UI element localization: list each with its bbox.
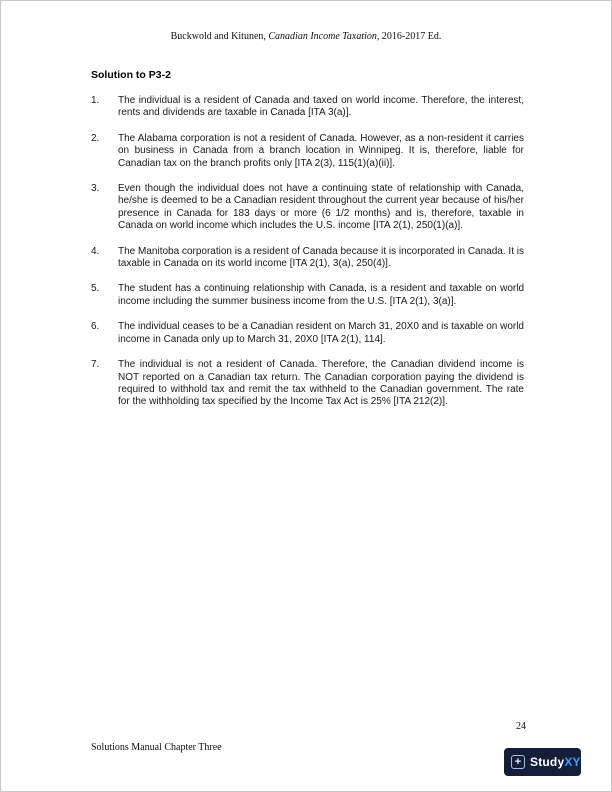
item-number: 6. — [91, 321, 100, 333]
item-number: 2. — [91, 132, 100, 144]
item-text: The individual is a resident of Canada and taxed on world income. Therefore, the interest, rents and dividends are taxable in Canada [ITA 3(a)]. — [118, 95, 524, 119]
list-item — [91, 283, 524, 308]
header-edition: 2016-2017 Ed. — [379, 31, 442, 42]
page-number: 24 — [516, 721, 526, 732]
item-text: The student has a continuing relationship with Canada, is a resident and taxable on world income including the summer business income from the U.S. [ITA 2(1), 3(a)]. — [118, 283, 524, 307]
list-item — [91, 183, 524, 233]
list-item — [91, 246, 524, 271]
list-item — [91, 133, 524, 170]
item-number: 5. — [91, 283, 100, 295]
header-book-title: Canadian Income Taxation, — [268, 31, 380, 42]
logo-xy-text: XY — [564, 755, 581, 769]
running-header — [1, 31, 611, 42]
item-number: 1. — [91, 95, 100, 106]
logo-study-text: Study — [530, 755, 565, 769]
item-number: 4. — [91, 245, 100, 257]
item-number: 7. — [91, 359, 100, 371]
solution-list — [91, 95, 524, 422]
header-authors: Buckwold and Kitunen, — [170, 31, 269, 42]
plus-icon — [511, 755, 525, 769]
studyxy-logo — [504, 748, 581, 776]
item-number: 3. — [91, 183, 100, 195]
list-item — [91, 321, 524, 346]
item-text: Even though the individual does not have a continuing state of relationship with Canada, he/she is deemed to be a Canadian resident throughout the current year because of his/her presence in Canada for 183 days or more (6 1/2 months) and is, therefore, taxable in Canada on world income which includes the U.S. income [ITA 2(1), 250(1)(a)]. — [118, 183, 524, 232]
list-item — [91, 95, 524, 120]
item-text: The individual ceases to be a Canadian resident on March 31, 20X0 and is taxable on world income in Canada only up to March 31, 20X0 [ITA 2(1), 114]. — [118, 321, 524, 345]
page-title: Solution to P3-2 — [91, 69, 171, 81]
item-text: The Alabama corporation is not a resident of Canada. However, as a non-resident it carries on business in Canada from a branch location in Winnipeg. It is, therefore, liable for Canadian tax on the branch profits only [ITA 2(3), 115(1)(a)(ii)]. — [118, 132, 524, 169]
list-item — [91, 359, 524, 409]
plus-glyph: + — [514, 755, 522, 768]
item-text: The individual is not a resident of Canada. Therefore, the Canadian dividend income is NOT reported on a Canadian tax return. The Canadian corporation paying the dividend is required to withhold tax and remit the tax withheld to the Canadian government. The rate for the withholding tax specified by the Income Tax Act is 25% [ITA 212(2)]. — [118, 359, 524, 408]
footer-text: Solutions Manual Chapter Three — [91, 742, 222, 753]
logo-wordmark — [530, 755, 581, 769]
item-text: The Manitoba corporation is a resident of Canada because it is incorporated in Canada. It is taxable in Canada on its world income [ITA 2(1), 3(a), 250(4)]. — [118, 245, 524, 270]
